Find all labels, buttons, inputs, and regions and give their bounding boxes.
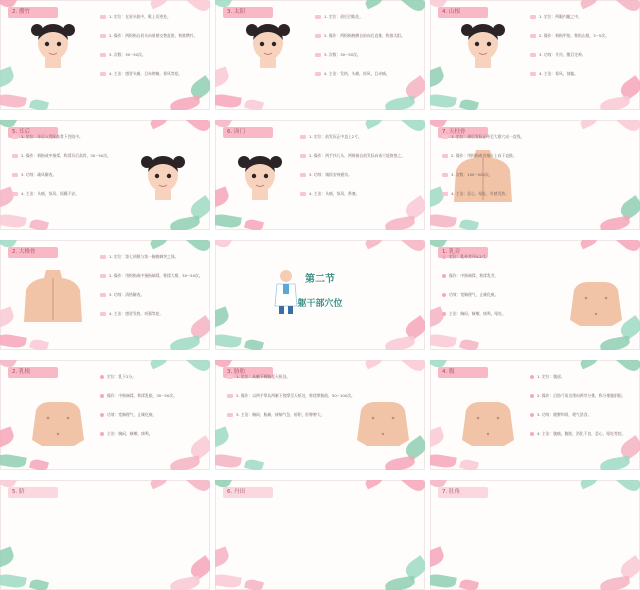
decor-leaf	[399, 0, 425, 15]
section-subtitle: 躯干部穴位	[297, 299, 343, 309]
decor-leaf	[399, 120, 425, 135]
row-text: 4. 主治：惊风，抽搐。	[539, 71, 579, 76]
decor-leaf	[0, 186, 16, 209]
bullet-icon	[300, 192, 306, 196]
slide-text-row	[100, 33, 197, 38]
decor-leaf	[364, 120, 385, 129]
slide-text-row	[100, 412, 156, 417]
row-text: 3. 功效：疏风解表。	[21, 172, 57, 177]
row-text: 1. 定位：第七颈椎与第一胸椎棘突之间。	[109, 254, 179, 259]
head-figure	[245, 18, 291, 72]
decor-leaf	[184, 480, 210, 495]
row-text: 功效：宽胸理气，止咳化痰。	[107, 412, 157, 417]
decor-leaf	[0, 572, 27, 589]
row-text: 操作：中指端揉，称揉乳根，30~50次。	[107, 393, 177, 398]
decor-leaf	[430, 332, 457, 349]
row-text: 1. 定位：两眼内眦之中。	[539, 14, 582, 19]
child-head-illustration	[30, 18, 76, 68]
bullet-icon	[530, 72, 536, 76]
slide-text-row	[12, 134, 83, 139]
row-text: 1. 定位：在眉头陷中，眶上切迹处。	[109, 14, 171, 19]
slide-text-row	[315, 71, 390, 76]
decor-leaf	[215, 572, 242, 589]
row-text: 2. 操作：以两手掌从两腋下搓摩至天枢处，称搓摩胁肋，50~100次。	[236, 393, 355, 398]
row-text: 主治：胸闷，咳嗽，痰鸣，呕吐。	[449, 311, 506, 316]
slide-text-row	[227, 374, 290, 379]
slide-title-tag: 7. 天柱骨	[438, 127, 488, 138]
slide-text-row	[300, 153, 405, 158]
decor-leaf	[0, 306, 16, 329]
row-text: 4. 主治：恶心，呕吐，外感发热。	[451, 191, 509, 196]
decor-leaf	[149, 480, 170, 489]
row-text: 4. 主治：感冒发热，项强等症。	[109, 311, 164, 316]
slide-title-tag: 2. 大椎骨	[8, 247, 58, 258]
decor-leaf	[430, 186, 446, 209]
slide-thumbnail[interactable]	[430, 0, 640, 110]
decor-leaf	[384, 335, 416, 350]
bullet-icon	[530, 34, 536, 38]
bullet-icon	[442, 173, 448, 177]
slide-title-tag: 4. 腹	[438, 367, 488, 378]
slide-thumbnail[interactable]	[430, 240, 640, 350]
slide-title-tag: 6. 囟门	[223, 127, 273, 138]
slide-thumbnail[interactable]	[215, 0, 425, 110]
decor-leaf	[215, 546, 231, 569]
bullet-icon	[100, 53, 106, 57]
slide-text-row	[442, 172, 493, 177]
decor-leaf	[430, 92, 457, 109]
bullet-icon	[12, 173, 18, 177]
row-text: 3. 主治：胸闷，胁痛，痰喘气急，疳积，肝脾肿大。	[236, 412, 325, 417]
slide-text-row	[12, 153, 111, 158]
decor-leaf	[614, 360, 640, 375]
slide-text-row	[442, 153, 517, 158]
slide-title-tag: 6. 丹田	[223, 487, 273, 498]
decor-leaf	[0, 332, 27, 349]
bullet-icon	[315, 72, 321, 76]
bullet-icon	[300, 135, 306, 139]
child-head-illustration	[245, 18, 291, 68]
doctor-figure	[273, 268, 299, 318]
doctor-illustration	[273, 268, 299, 314]
bullet-icon	[100, 255, 106, 259]
slide-text-row	[12, 191, 79, 196]
slide-text-row	[227, 393, 355, 398]
slide-thumbnail[interactable]	[430, 480, 640, 590]
decor-leaf	[184, 120, 210, 135]
head-figure	[237, 150, 283, 204]
row-text: 4. 主治：头痛，惊风，鼻塞。	[309, 191, 360, 196]
bullet-icon	[100, 413, 104, 417]
decor-leaf	[599, 215, 631, 230]
decor-leaf	[459, 458, 479, 470]
slide-thumbnail[interactable]	[215, 480, 425, 590]
slide-text-row	[530, 33, 609, 38]
decor-leaf	[169, 335, 201, 350]
torso-figure	[460, 400, 516, 450]
slide-title-tag: 5. 脐	[8, 487, 58, 498]
decor-leaf	[579, 0, 600, 9]
decor-leaf	[614, 480, 640, 495]
row-text: 2. 操作：沿肋弓角边缘向两旁分推，称分推腹阴阳。	[537, 393, 626, 398]
bullet-icon	[227, 375, 233, 379]
bullet-icon	[100, 293, 106, 297]
decor-leaf	[430, 572, 457, 589]
row-text: 主治：胸闷，咳嗽，痰鸣。	[107, 431, 153, 436]
slide-title-tag: 5. 耳后	[8, 127, 58, 138]
row-text: 1. 定位：腹部。	[537, 374, 565, 379]
bullet-icon	[300, 173, 306, 177]
slide-text-row	[442, 292, 498, 297]
child-head-illustration	[460, 18, 506, 68]
decor-leaf	[215, 306, 231, 329]
decor-leaf	[0, 426, 16, 449]
slide-title-tag: 3. 胁肋	[223, 367, 273, 378]
decor-leaf	[599, 335, 631, 350]
decor-leaf	[244, 578, 264, 590]
decor-leaf	[169, 215, 201, 230]
row-text: 2. 操作：用拇指或中指指端揉，称揉大椎，30~50次。	[109, 273, 203, 278]
decor-leaf	[614, 0, 640, 15]
slide-thumbnail[interactable]	[430, 360, 640, 470]
decor-leaf	[215, 66, 231, 89]
row-text: 4. 主治：头痛，惊风，烦躁不安。	[21, 191, 79, 196]
row-text: 1. 定位：前发际正中直上2寸。	[309, 134, 362, 139]
row-text: 定位：乳下2分。	[107, 374, 136, 379]
row-text: 2. 操作：两拇指桡侧自前向后直推，称推太阳。	[324, 33, 405, 38]
bullet-icon	[300, 154, 306, 158]
decor-leaf	[430, 306, 446, 329]
slide-text-row	[315, 52, 361, 57]
bullet-icon	[442, 192, 448, 196]
row-text: 4. 主治：感冒头痛，目赤肿痛，惊风等症。	[109, 71, 183, 76]
slide-text-row	[100, 292, 144, 297]
decor-leaf	[459, 338, 479, 350]
bullet-icon	[442, 312, 446, 316]
bullet-icon	[442, 255, 446, 259]
slide-text-row	[530, 71, 578, 76]
decor-leaf	[364, 240, 385, 249]
decor-leaf	[215, 332, 242, 349]
decor-leaf	[0, 546, 16, 569]
slide-text-row	[530, 412, 591, 417]
decor-leaf	[149, 0, 170, 9]
decor-leaf	[169, 575, 201, 590]
decor-leaf	[430, 66, 446, 89]
slide-text-row	[442, 273, 498, 278]
decor-leaf	[430, 546, 446, 569]
decor-leaf	[149, 120, 170, 129]
torso-figure	[30, 400, 86, 450]
decor-leaf	[29, 98, 49, 110]
decor-leaf	[184, 0, 210, 15]
decor-leaf	[579, 120, 600, 129]
slide-title-tag: 4. 山根	[438, 7, 488, 18]
decor-leaf	[184, 240, 210, 255]
decor-leaf	[384, 575, 416, 590]
decor-leaf	[599, 95, 631, 110]
decor-leaf	[430, 426, 446, 449]
decor-leaf	[215, 92, 242, 109]
slide-text-row	[100, 311, 163, 316]
decor-leaf	[599, 455, 631, 470]
bullet-icon	[100, 72, 106, 76]
head-figure	[140, 150, 186, 204]
torso-illustration	[460, 400, 516, 446]
bullet-icon	[315, 53, 321, 57]
decor-leaf	[364, 480, 385, 489]
slide-text-row	[227, 412, 324, 417]
slide-text-row	[530, 374, 565, 379]
bullet-icon	[12, 192, 18, 196]
slide-text-row	[315, 14, 363, 19]
slide-title-tag: 2. 乳根	[8, 367, 58, 378]
decor-leaf	[244, 458, 264, 470]
back-figure	[22, 270, 84, 326]
bullet-icon	[530, 375, 534, 379]
row-text: 3. 功效：镇惊安神通窍。	[309, 172, 352, 177]
row-text: 1. 定位：颈后发际正中至大椎穴成一直线。	[451, 134, 525, 139]
section-title: 第二节	[305, 274, 335, 285]
bullet-icon	[100, 274, 106, 278]
torso-illustration	[568, 280, 624, 326]
row-text: 功效：宽胸理气，止咳化痰。	[449, 292, 499, 297]
decor-leaf	[149, 240, 170, 249]
row-text: 操作：中指端揉，称揉乳旁。	[449, 273, 499, 278]
bullet-icon	[530, 413, 534, 417]
decor-leaf	[430, 212, 457, 229]
bullet-icon	[530, 432, 534, 436]
decor-leaf	[384, 95, 416, 110]
slide-thumbnail[interactable]	[0, 120, 210, 230]
row-text: 3. 功效：健脾和胃，理气消食。	[537, 412, 592, 417]
bullet-icon	[12, 135, 18, 139]
row-text: 2. 操作：用拇指或食指自上向下直推。	[451, 153, 517, 158]
decor-leaf	[0, 212, 27, 229]
bullet-icon	[100, 34, 106, 38]
bullet-icon	[442, 135, 448, 139]
decor-leaf	[364, 0, 385, 9]
slide-title-tag: 2. 攒竹	[8, 7, 58, 18]
bullet-icon	[100, 394, 104, 398]
decor-leaf	[29, 218, 49, 230]
back-figure	[452, 150, 514, 206]
decor-leaf	[384, 455, 416, 470]
torso-illustration	[30, 400, 86, 446]
slide-text-row	[12, 172, 56, 177]
decor-leaf	[0, 452, 27, 469]
slide-thumbnail[interactable]	[215, 360, 425, 470]
decor-leaf	[29, 338, 49, 350]
bullet-icon	[530, 15, 536, 19]
decor-leaf	[244, 338, 264, 350]
decor-leaf	[169, 455, 201, 470]
row-text: 2. 操作：拇指或中指揉，称揉耳后高骨，30~50次。	[21, 153, 111, 158]
bullet-icon	[100, 432, 104, 436]
slide-text-row	[530, 14, 582, 19]
row-text: 3. 次数：30~50次。	[109, 52, 146, 57]
decor-leaf	[215, 240, 233, 251]
slide-thumbnail[interactable]	[0, 240, 210, 350]
slide-text-row	[100, 431, 153, 436]
slide-text-row	[442, 134, 524, 139]
slide-text-row	[100, 393, 177, 398]
decor-leaf	[399, 480, 425, 495]
torso-figure	[355, 400, 411, 450]
slide-thumbnail[interactable]	[0, 0, 210, 110]
slide-text-row	[300, 134, 362, 139]
row-text: 定位：乳外旁开0.2寸。	[449, 254, 490, 259]
decor-leaf	[244, 98, 264, 110]
row-text: 1. 定位：耳后入发际高骨下凹陷中。	[21, 134, 83, 139]
decor-leaf	[169, 95, 201, 110]
row-text: 2. 操作：拇指甲掐，称掐山根，3~5次。	[539, 33, 609, 38]
decor-leaf	[459, 98, 479, 110]
slide-text-row	[442, 311, 506, 316]
bullet-icon	[530, 53, 536, 57]
bullet-icon	[100, 375, 104, 379]
torso-illustration	[355, 400, 411, 446]
decor-leaf	[599, 575, 631, 590]
decor-leaf	[215, 212, 242, 229]
child-head-illustration	[140, 150, 186, 200]
bullet-icon	[442, 274, 446, 278]
decor-leaf	[579, 240, 600, 249]
bullet-icon	[12, 154, 18, 158]
row-text: 3. 次数：30~50次。	[324, 52, 361, 57]
decor-leaf	[0, 66, 16, 89]
slide-text-row	[100, 52, 146, 57]
decor-leaf	[384, 215, 416, 230]
slide-text-row	[300, 191, 359, 196]
decor-leaf	[215, 186, 231, 209]
slide-text-row	[100, 14, 171, 19]
row-text: 4. 主治：发热，头痛，惊风，目赤痛。	[324, 71, 390, 76]
row-text: 1. 定位：从腋下两胁至天枢处。	[236, 374, 291, 379]
slide-text-row	[100, 254, 178, 259]
bullet-icon	[100, 15, 106, 19]
slide-text-row	[530, 431, 625, 436]
slide-thumbnail[interactable]	[0, 360, 210, 470]
bullet-icon	[442, 293, 446, 297]
slide-text-row	[300, 172, 352, 177]
torso-figure	[568, 280, 624, 330]
decor-leaf	[399, 240, 425, 255]
bullet-icon	[315, 34, 321, 38]
bullet-icon	[227, 394, 233, 398]
decor-leaf	[184, 360, 210, 375]
decor-leaf	[364, 360, 385, 369]
slide-title-tag: 7. 肚角	[438, 487, 488, 498]
decor-leaf	[430, 452, 457, 469]
decor-leaf	[459, 218, 479, 230]
bullet-icon	[100, 312, 106, 316]
decor-leaf	[399, 360, 425, 375]
decor-leaf	[244, 218, 264, 230]
slide-thumbnail[interactable]	[430, 120, 640, 230]
slide-text-row	[315, 33, 405, 38]
row-text: 2. 操作：两拇指自眉头向眉梢交替直推，称推攒竹。	[109, 33, 198, 38]
decor-leaf	[149, 360, 170, 369]
slide-text-row	[442, 254, 489, 259]
slide-text-row	[100, 71, 182, 76]
slide-thumbnail[interactable]	[0, 480, 210, 590]
slide-text-row	[442, 191, 509, 196]
slide-thumbnail[interactable]	[215, 120, 425, 230]
decor-leaf	[614, 240, 640, 255]
back-illustration	[22, 270, 84, 322]
row-text: 1. 定位：眉后凹陷处。	[324, 14, 364, 19]
slide-text-row	[530, 393, 625, 398]
row-text: 2. 操作：两手扶儿头，两拇指自前发际向该穴轮换推之。	[309, 153, 405, 158]
slide-text-row	[530, 52, 586, 57]
decor-leaf	[215, 452, 242, 469]
head-figure	[30, 18, 76, 72]
child-head-illustration	[237, 150, 283, 200]
decor-leaf	[614, 120, 640, 135]
bullet-icon	[530, 394, 534, 398]
slide-thumbnail[interactable]	[215, 240, 425, 350]
bullet-icon	[315, 15, 321, 19]
bullet-icon	[442, 154, 448, 158]
decor-leaf	[579, 480, 600, 489]
slide-text-row	[100, 374, 136, 379]
slide-title-tag: 1. 乳旁	[438, 247, 488, 258]
slide-text-row	[100, 273, 203, 278]
decor-leaf	[29, 578, 49, 590]
row-text: 3. 次数：100~500次。	[451, 172, 493, 177]
slide-title-tag: 3. 太阳	[223, 7, 273, 18]
row-text: 4. 主治：腹痛，腹胀，消化不良，恶心，呕吐等症。	[537, 431, 626, 436]
row-text: 3. 功效：清热解表。	[109, 292, 145, 297]
decor-leaf	[29, 458, 49, 470]
decor-leaf	[579, 360, 600, 369]
head-figure	[460, 18, 506, 72]
decor-leaf	[459, 578, 479, 590]
decor-leaf	[0, 92, 27, 109]
decor-leaf	[215, 426, 231, 449]
row-text: 3. 功效：开窍，醒目定神。	[539, 52, 586, 57]
bullet-icon	[227, 413, 233, 417]
